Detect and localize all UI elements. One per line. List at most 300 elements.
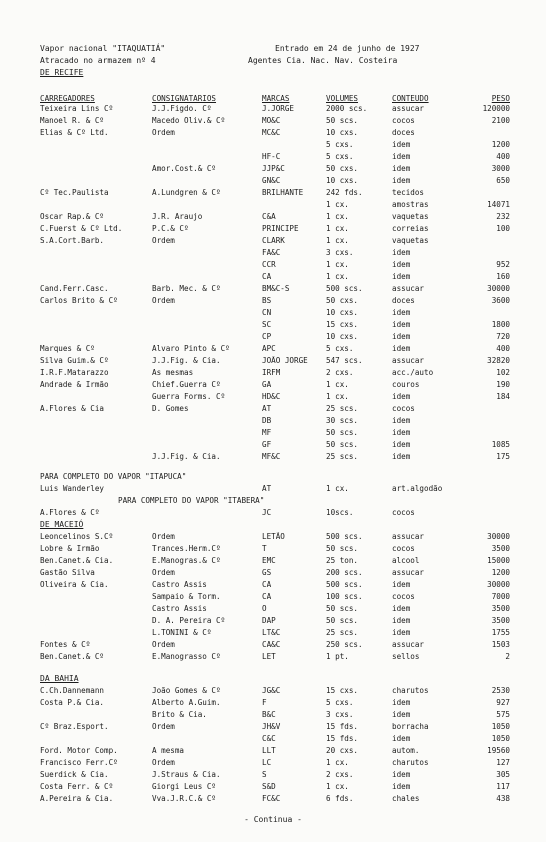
conteudo-cell: vaquetas (392, 236, 429, 245)
volume-cell: 500 scs. (326, 284, 363, 293)
table-row (0, 296, 546, 306)
conteudo-cell: idem (392, 416, 411, 425)
table-row (0, 770, 546, 780)
conteudo-cell: assucar (392, 640, 425, 649)
carregador-cell: C.Ch.Dannemann (40, 686, 105, 695)
carregador-cell: I.R.F.Matarazzo (40, 368, 109, 377)
carregador-cell: Carlos Brito & Cº (40, 296, 118, 305)
marca-cell: CP (262, 332, 272, 341)
table-row (0, 164, 546, 174)
peso-cell: 1755 (491, 628, 510, 637)
conteudo-cell: cocos (392, 508, 415, 517)
carregador-cell: Cº Tec.Paulista (40, 188, 109, 197)
agents-info: Agentes Cia. Nac. Nav. Costeira (248, 56, 398, 65)
marca-cell: GA (262, 380, 272, 389)
marca-cell: JJP&C (262, 164, 285, 173)
table-row (0, 104, 546, 114)
volume-cell: 50 scs. (326, 616, 359, 625)
volume-cell: 10scs. (326, 508, 354, 517)
marca-cell: CLARK (262, 236, 285, 245)
consignatario-cell: João Gomes & Cº (152, 686, 221, 695)
volume-cell: 50 scs. (326, 440, 359, 449)
carregador-cell: Leoncelinos S.Cº (40, 532, 114, 541)
consignatario-cell: Amor.Cost.& Cº (152, 164, 217, 173)
volume-cell: 5 cxs. (326, 152, 354, 161)
marca-cell: LETÃO (262, 532, 285, 541)
table-row (0, 616, 546, 626)
conteudo-cell: idem (392, 260, 411, 269)
volume-cell: 15 cxs. (326, 320, 359, 329)
marca-cell: DAP (262, 616, 276, 625)
peso-cell: 650 (496, 176, 510, 185)
marca-cell: LLT (262, 746, 276, 755)
consignatario-cell: Chief.Guerra Cº (152, 380, 221, 389)
volume-cell: 1 cx. (326, 224, 349, 233)
table-row (0, 332, 546, 342)
table-row (0, 236, 546, 246)
conteudo-cell: tecidos (392, 188, 425, 197)
consignatario-cell: D. Gomes (152, 404, 189, 413)
consignatario-cell: P.C.& Cº (152, 224, 189, 233)
carregador-cell: A.Flores & Cº (40, 508, 100, 517)
marca-cell: HF-C (262, 152, 281, 161)
volume-cell: 15 fds. (326, 734, 359, 743)
volume-cell: 25 scs. (326, 452, 359, 461)
consignatario-cell: L.TONINI & Cº (152, 628, 212, 637)
carregador-cell: Ben.Canet.& Cia. (40, 556, 114, 565)
volume-cell: 1 cx. (326, 236, 349, 245)
volume-cell: 1 pt. (326, 652, 349, 661)
marca-cell: C&C (262, 734, 276, 743)
warehouse-info: Atracado no armazem nº 4 (40, 56, 156, 65)
marca-cell: GF (262, 440, 272, 449)
marca-cell: CA (262, 580, 272, 589)
peso-cell: 15000 (487, 556, 510, 565)
marca-cell: CA (262, 272, 272, 281)
peso-cell: 19560 (487, 746, 510, 755)
consignatario-cell: A.Lundgren & Cº (152, 188, 221, 197)
table-row (0, 152, 546, 162)
conteudo-cell: idem (392, 440, 411, 449)
table-row (0, 568, 546, 578)
table-row (0, 308, 546, 318)
carregador-cell: Marques & Cº (40, 344, 95, 353)
carregador-cell: Luis Wanderley (40, 484, 105, 493)
marca-cell: CA&C (262, 640, 281, 649)
column-headers (0, 94, 546, 104)
table-row (0, 640, 546, 650)
peso-cell: 3600 (491, 296, 510, 305)
consignatario-cell: Alvaro Pinto & Cº (152, 344, 230, 353)
marca-cell: F (262, 698, 267, 707)
volume-cell: 25 scs. (326, 628, 359, 637)
volume-cell: 5 cxs. (326, 344, 354, 353)
header-peso: PESO (491, 94, 510, 103)
header-consignatarios: CONSIGNATARIOS (152, 94, 217, 103)
marca-cell: JOÃO JORGE (262, 356, 308, 365)
marca-cell: JC (262, 508, 272, 517)
volume-cell: 50 scs. (326, 428, 359, 437)
volume-cell: 547 scs. (326, 356, 363, 365)
volume-cell: 2000 scs. (326, 104, 368, 113)
volume-cell: 200 scs. (326, 568, 363, 577)
marca-cell: MO&C (262, 116, 281, 125)
bahia-heading: DA BAHIA (40, 674, 79, 683)
consignatario-cell: Castro Assis (152, 580, 207, 589)
peso-cell: 100 (496, 224, 510, 233)
conteudo-cell: assucar (392, 284, 425, 293)
conteudo-cell: borracha (392, 722, 429, 731)
volume-cell: 5 cxs. (326, 698, 354, 707)
carregador-cell: Elias & Cº Ltd. (40, 128, 109, 137)
marca-cell: MF (262, 428, 272, 437)
conteudo-cell: doces (392, 296, 415, 305)
carregador-cell: Silva Guim.& Cº (40, 356, 109, 365)
table-row (0, 556, 546, 566)
conteudo-cell: acc./auto (392, 368, 434, 377)
marca-cell: DB (262, 416, 272, 425)
table-row (0, 260, 546, 270)
table-row (0, 604, 546, 614)
conteudo-cell: sellos (392, 652, 420, 661)
peso-cell: 400 (496, 152, 510, 161)
volume-cell: 15 cxs. (326, 686, 359, 695)
consignatario-cell: Castro Assis (152, 604, 207, 613)
table-row (0, 224, 546, 234)
consignatario-cell: J.J.Figdo. Cº (152, 104, 212, 113)
volume-cell: 500 scs. (326, 580, 363, 589)
peso-cell: 1200 (491, 140, 510, 149)
table-row (0, 392, 546, 402)
conteudo-cell: assucar (392, 568, 425, 577)
marca-cell: S&D (262, 782, 276, 791)
peso-cell: 1200 (491, 568, 510, 577)
table-row (0, 628, 546, 638)
table-row (0, 356, 546, 366)
conteudo-cell: idem (392, 164, 411, 173)
consignatario-cell: Ordem (152, 640, 175, 649)
volume-cell: 50 scs. (326, 116, 359, 125)
peso-cell: 2 (505, 652, 510, 661)
marca-cell: FA&C (262, 248, 281, 257)
consignatario-cell: J.J.Fig. & Cia. (152, 356, 221, 365)
table-row (0, 722, 546, 732)
conteudo-cell: doces (392, 128, 415, 137)
carregador-cell: Ben.Canet.& Cº (40, 652, 105, 661)
header-conteudo: CONTEUDO (392, 94, 429, 103)
table-row (0, 320, 546, 330)
conteudo-cell: alcool (392, 556, 420, 565)
conteudo-cell: chales (392, 794, 420, 803)
conteudo-cell: vaquetas (392, 212, 429, 221)
note-itapuca: PARA COMPLETO DO VAPOR "ITAPUCA" (40, 472, 187, 481)
consignatario-cell: Alberto A.Guim. (152, 698, 221, 707)
table-row (0, 368, 546, 378)
table-row (0, 698, 546, 708)
marca-cell: C&A (262, 212, 276, 221)
peso-cell: 184 (496, 392, 510, 401)
ship-title: Vapor nacional "ITAQUATIÁ" (40, 44, 166, 53)
table-row (0, 176, 546, 186)
table-row (0, 284, 546, 294)
conteudo-cell: idem (392, 604, 411, 613)
marca-cell: SC (262, 320, 272, 329)
peso-cell: 127 (496, 758, 510, 767)
consignatario-cell: Barb. Mec. & Cº (152, 284, 221, 293)
volume-cell: 25 ton. (326, 556, 359, 565)
volume-cell: 3 cxs. (326, 710, 354, 719)
marca-cell: O (262, 604, 267, 613)
peso-cell: 3500 (491, 616, 510, 625)
conteudo-cell: idem (392, 176, 411, 185)
table-row (0, 188, 546, 198)
conteudo-cell: charutos (392, 758, 429, 767)
consignatario-cell: Giorgi Leus Cº (152, 782, 217, 791)
marca-cell: EMC (262, 556, 276, 565)
peso-cell: 1800 (491, 320, 510, 329)
table-row (0, 272, 546, 282)
peso-cell: 1050 (491, 722, 510, 731)
peso-cell: 190 (496, 380, 510, 389)
table-row (0, 140, 546, 150)
table-row (0, 344, 546, 354)
conteudo-cell: idem (392, 152, 411, 161)
volume-cell: 50 cxs. (326, 296, 359, 305)
conteudo-cell: amostras (392, 200, 429, 209)
table-row (0, 592, 546, 602)
peso-cell: 400 (496, 344, 510, 353)
table-row (0, 428, 546, 438)
marca-cell: LC (262, 758, 272, 767)
carregador-cell: Lobre & Irmão (40, 544, 100, 553)
conteudo-cell: couros (392, 380, 420, 389)
peso-cell: 1050 (491, 734, 510, 743)
peso-cell: 305 (496, 770, 510, 779)
consignatario-cell: D. A. Pereira Cº (152, 616, 226, 625)
peso-cell: 1503 (491, 640, 510, 649)
consignatario-cell: Ordem (152, 722, 175, 731)
volume-cell: 2 cxs. (326, 368, 354, 377)
carregador-cell: Cº Braz.Esport. (40, 722, 109, 731)
volume-cell: 10 cxs. (326, 128, 359, 137)
consignatario-cell: Ordem (152, 758, 175, 767)
marca-cell: BS (262, 296, 272, 305)
marca-cell: BM&C-S (262, 284, 290, 293)
conteudo-cell: idem (392, 320, 411, 329)
peso-cell: 3500 (491, 544, 510, 553)
table-row (0, 440, 546, 450)
volume-cell: 30 scs. (326, 416, 359, 425)
conteudo-cell: assucar (392, 356, 425, 365)
carregador-cell: Ford. Motor Comp. (40, 746, 118, 755)
consignatario-cell: J.R. Araujo (152, 212, 203, 221)
conteudo-cell: cocos (392, 404, 415, 413)
consignatario-cell: Ordem (152, 128, 175, 137)
peso-cell: 120000 (482, 104, 510, 113)
conteudo-cell: idem (392, 140, 411, 149)
table-row (0, 200, 546, 210)
consignatario-cell: Ordem (152, 568, 175, 577)
peso-cell: 32820 (487, 356, 510, 365)
conteudo-cell: idem (392, 332, 411, 341)
table-row (0, 484, 546, 494)
maceio-heading: DE MACEIÓ (40, 520, 84, 529)
conteudo-cell: cocos (392, 592, 415, 601)
header-carregadores: CARREGADORES (40, 94, 95, 103)
carregador-cell: Andrade & Irmão (40, 380, 109, 389)
consignatario-cell: J.J.Fig. & Cia. (152, 452, 221, 461)
volume-cell: 20 cxs. (326, 746, 359, 755)
conteudo-cell: assucar (392, 104, 425, 113)
table-row (0, 544, 546, 554)
table-row (0, 452, 546, 462)
consignatario-cell: Vva.J.R.C.& Cº (152, 794, 217, 803)
conteudo-cell: idem (392, 344, 411, 353)
volume-cell: 15 fds. (326, 722, 359, 731)
table-row (0, 794, 546, 804)
table-row (0, 746, 546, 756)
carregador-cell: Teixeira Lins Cº (40, 104, 114, 113)
peso-cell: 175 (496, 452, 510, 461)
note-itabera: PARA COMPLETO DO VAPOR "ITABERA" (118, 496, 265, 505)
carregador-cell: Costa P.& Cia. (40, 698, 105, 707)
carregador-cell: Oliveira & Cia. (40, 580, 109, 589)
volume-cell: 50 cxs. (326, 164, 359, 173)
table-row (0, 380, 546, 390)
peso-cell: 102 (496, 368, 510, 377)
carregador-cell: S.A.Cort.Barb. (40, 236, 105, 245)
peso-cell: 2100 (491, 116, 510, 125)
volume-cell: 1 cx. (326, 484, 349, 493)
continue-label: - Continua - (244, 815, 302, 824)
marca-cell: IRFM (262, 368, 281, 377)
volume-cell: 25 scs. (326, 404, 359, 413)
table-row (0, 782, 546, 792)
peso-cell: 3000 (491, 164, 510, 173)
conteudo-cell: idem (392, 710, 411, 719)
conteudo-cell: idem (392, 770, 411, 779)
table-row (0, 710, 546, 720)
peso-cell: 7000 (491, 592, 510, 601)
volume-cell: 1 cx. (326, 392, 349, 401)
marca-cell: GS (262, 568, 272, 577)
peso-cell: 1085 (491, 440, 510, 449)
marca-cell: JH&V (262, 722, 281, 731)
marca-cell: T (262, 544, 267, 553)
marca-cell: BRILHANTE (262, 188, 304, 197)
volume-cell: 1 cx. (326, 200, 349, 209)
conteudo-cell: idem (392, 308, 411, 317)
peso-cell: 232 (496, 212, 510, 221)
conteudo-cell: charutos (392, 686, 429, 695)
conteudo-cell: idem (392, 392, 411, 401)
header-volumes: VOLUMES (326, 94, 359, 103)
table-row (0, 532, 546, 542)
carregador-cell: A.Pereira & Cia. (40, 794, 114, 803)
table-row (0, 758, 546, 768)
peso-cell: 30000 (487, 580, 510, 589)
consignatario-cell: A mesma (152, 746, 185, 755)
volume-cell: 10 cxs. (326, 308, 359, 317)
table-row (0, 128, 546, 138)
table-row (0, 248, 546, 258)
marca-cell: APC (262, 344, 276, 353)
marca-cell: B&C (262, 710, 276, 719)
conteudo-cell: idem (392, 734, 411, 743)
volume-cell: 1 cx. (326, 782, 349, 791)
volume-cell: 1 cx. (326, 212, 349, 221)
volume-cell: 5 cxs. (326, 140, 354, 149)
marca-cell: GN&C (262, 176, 281, 185)
marca-cell: AT (262, 404, 272, 413)
volume-cell: 10 cxs. (326, 332, 359, 341)
consignatario-cell: Trances.Herm.Cº (152, 544, 221, 553)
peso-cell: 160 (496, 272, 510, 281)
consignatario-cell: E.Manogras.& Cº (152, 556, 221, 565)
marca-cell: FC&C (262, 794, 281, 803)
marca-cell: CN (262, 308, 272, 317)
peso-cell: 30000 (487, 532, 510, 541)
peso-cell: 3500 (491, 604, 510, 613)
volume-cell: 10 cxs. (326, 176, 359, 185)
volume-cell: 1 cx. (326, 260, 349, 269)
conteudo-cell: idem (392, 698, 411, 707)
carregador-cell: Fontes & Cº (40, 640, 91, 649)
conteudo-cell: idem (392, 580, 411, 589)
carregador-cell: Gastão Silva (40, 568, 95, 577)
carregador-cell: Manoel R. & Cº (40, 116, 105, 125)
peso-cell: 952 (496, 260, 510, 269)
marca-cell: MF&C (262, 452, 281, 461)
volume-cell: 1 cx. (326, 758, 349, 767)
marca-cell: LET (262, 652, 276, 661)
carregador-cell: Oscar Rap.& Cº (40, 212, 105, 221)
arrival-date: Entrado em 24 de junho de 1927 (275, 44, 420, 53)
volume-cell: 500 scs. (326, 532, 363, 541)
volume-cell: 242 fds. (326, 188, 363, 197)
peso-cell: 575 (496, 710, 510, 719)
peso-cell: 14071 (487, 200, 510, 209)
conteudo-cell: correias (392, 224, 429, 233)
consignatario-cell: E.Manograsso Cº (152, 652, 221, 661)
carregador-cell: Francisco Ferr.Cº (40, 758, 118, 767)
peso-cell: 117 (496, 782, 510, 791)
consignatario-cell: Guerra Forms. Cº (152, 392, 226, 401)
peso-cell: 2530 (491, 686, 510, 695)
table-row (0, 686, 546, 696)
conteudo-cell: idem (392, 616, 411, 625)
marca-cell: JG&C (262, 686, 281, 695)
volume-cell: 6 fds. (326, 794, 354, 803)
consignatario-cell: Brito & Cia. (152, 710, 207, 719)
conteudo-cell: cocos (392, 544, 415, 553)
table-row (0, 116, 546, 126)
conteudo-cell: idem (392, 272, 411, 281)
carregador-cell: C.Fuerst & Cº Ltd. (40, 224, 123, 233)
consignatario-cell: J.Straus & Cia. (152, 770, 221, 779)
table-row (0, 416, 546, 426)
conteudo-cell: idem (392, 452, 411, 461)
conteudo-cell: art.algodão (392, 484, 443, 493)
peso-cell: 30000 (487, 284, 510, 293)
table-row (0, 508, 546, 518)
table-row (0, 734, 546, 744)
marca-cell: LT&C (262, 628, 281, 637)
conteudo-cell: idem (392, 628, 411, 637)
table-row (0, 580, 546, 590)
conteudo-cell: autom. (392, 746, 420, 755)
marca-cell: HD&C (262, 392, 281, 401)
